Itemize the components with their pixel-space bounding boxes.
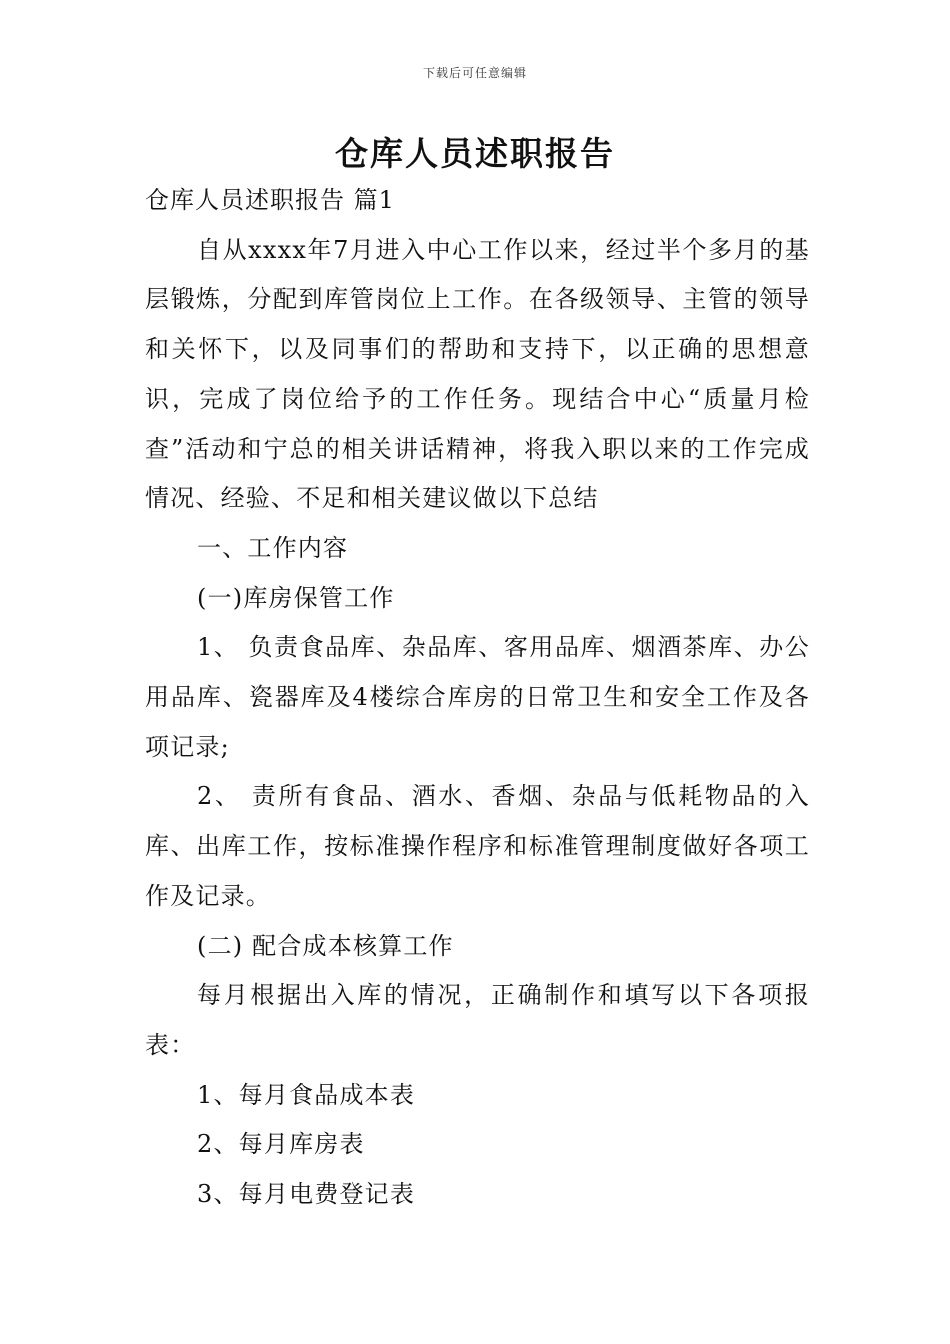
report-item-3: 3、每月电费登记表 xyxy=(197,1180,416,1209)
header-note: 下载后可任意编辑 xyxy=(422,66,527,80)
document-body xyxy=(145,176,810,1220)
list-item-2: 2、 责所有食品、酒水、香烟、杂品与低耗物品的入库、出库工作，按标准操作程序和标准管理制度做好各项工作及记录。 xyxy=(145,782,810,910)
subheading-cost-accounting: (二) 配合成本核算工作 xyxy=(197,931,454,960)
heading-work-content: 一、工作内容 xyxy=(197,533,349,562)
list-item-1: 1、 负责食品库、杂品库、客用品库、烟酒茶库、办公用品库、瓷器库及4楼综合库房的日常卫生和安全工作及各项记录; xyxy=(145,633,810,761)
paragraph-reports: 每月根据出入库的情况，正确制作和填写以下各项报表： xyxy=(145,981,810,1059)
report-item-1: 1、每月食品成本表 xyxy=(197,1080,416,1109)
paragraph-intro: 自从xxxx年7月进入中心工作以来，经过半个多月的基层锻炼，分配到库管岗位上工作。在各级领导、主管的领导和关怀下，以及同事们的帮助和支持下，以正确的思想意识，完成了岗位给予的工作任务。现结合中心“质量月检查”活动和宁总的相关讲话精神，将我入职以来的工作完成情况、经验、不足和相关建议做以下总结 xyxy=(145,235,810,513)
report-item-2: 2、每月库房表 xyxy=(197,1130,365,1159)
document-title: 仓库人员述职报告 xyxy=(335,134,615,173)
section-subtitle: 仓库人员述职报告 篇1 xyxy=(145,186,395,214)
subheading-warehouse-custody: (一)库房保管工作 xyxy=(197,583,395,612)
